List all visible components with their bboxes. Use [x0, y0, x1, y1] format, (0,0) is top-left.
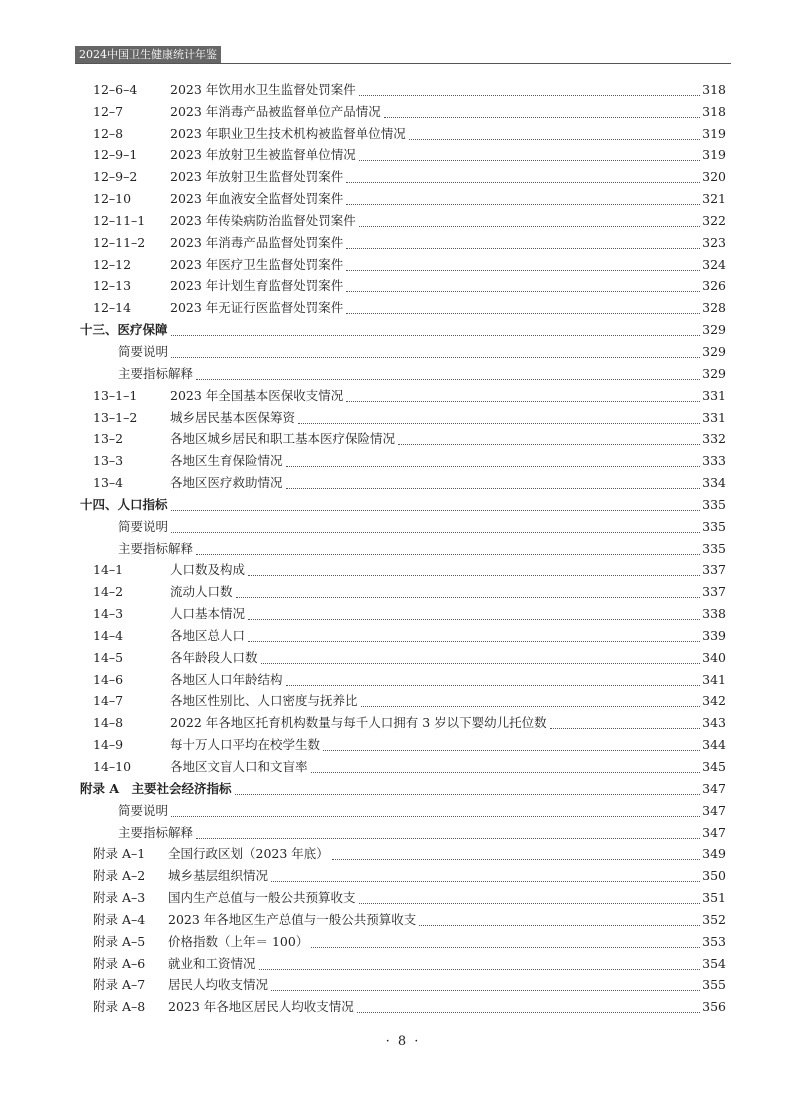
toc-entry-title: 主要指标解释 — [118, 540, 194, 556]
toc-entry-title: 十四、人口指标 — [80, 496, 168, 512]
toc-entry-title: 主要指标解释 — [118, 824, 194, 840]
toc-entry-title: 简要说明 — [118, 518, 169, 534]
toc-entry-page: 354 — [702, 955, 726, 971]
toc-entry-number: 12–12 — [93, 256, 132, 272]
toc-entry-number: 14–1 — [93, 562, 124, 578]
toc-entry-page: 331 — [702, 387, 726, 403]
toc-entry[interactable] — [80, 753, 726, 775]
toc-entry-page: 318 — [702, 81, 726, 97]
toc-entry-number: 14–2 — [93, 584, 124, 600]
toc-section-heading[interactable] — [80, 316, 726, 338]
toc-section-heading[interactable] — [80, 775, 726, 797]
running-title: 2024中国卫生健康统计年鉴 — [75, 46, 221, 64]
toc-entry-page: 337 — [702, 584, 726, 600]
toc-entry-page: 319 — [702, 147, 726, 163]
dot-leader — [346, 269, 700, 271]
page-number: · 8 · — [385, 1034, 421, 1049]
toc-entry-page: 352 — [702, 911, 726, 927]
toc-entry-page: 340 — [702, 649, 726, 665]
dot-leader — [361, 705, 700, 707]
toc-entry-number: 14–5 — [93, 649, 124, 665]
toc-entry-title: 十三、医疗保障 — [80, 322, 168, 338]
dot-leader — [384, 116, 700, 118]
toc-entry-number: 13–1–2 — [93, 409, 138, 425]
toc-entry-title: 城乡基层组织情况 — [168, 868, 269, 884]
toc-section-heading[interactable] — [80, 491, 726, 513]
toc-entry-page: 328 — [702, 300, 726, 316]
toc-entry-title: 2023 年消毒产品监督处罚案件 — [170, 234, 344, 250]
toc-entry-number: 附录 A–8 — [93, 999, 146, 1015]
toc-entry[interactable] — [80, 360, 726, 382]
toc-entry-number: 附录 A–4 — [93, 911, 146, 927]
dot-leader — [346, 181, 700, 183]
header-rule — [75, 63, 731, 64]
toc-entry[interactable] — [80, 338, 726, 360]
toc-entry-title: 2022 年各地区托育机构数量与每千人口拥有 3 岁以下婴幼儿托位数 — [170, 715, 547, 731]
toc-entry-page: 345 — [702, 759, 726, 774]
toc-entry-title: 2023 年各地区生产总值与一般公共预算收支 — [168, 911, 417, 927]
toc-entry[interactable] — [80, 535, 726, 557]
toc-entry-title: 城乡居民基本医保筹资 — [170, 409, 296, 425]
toc-entry-title: 各地区生育保险情况 — [170, 453, 283, 469]
toc-entry-number: 附录 A–7 — [93, 977, 146, 993]
toc-entry-title: 各地区医疗救助情况 — [170, 475, 283, 491]
toc-entry-number: 14–7 — [93, 693, 124, 709]
dot-leader — [311, 771, 700, 773]
toc-entry-page: 326 — [702, 278, 726, 294]
toc-entry-number: 13–3 — [93, 453, 124, 469]
toc-entry-page: 355 — [702, 977, 726, 993]
toc-entry-page: 329 — [702, 343, 726, 359]
toc-entry-title: 各地区性别比、人口密度与抚养比 — [170, 693, 358, 709]
toc-entry-page: 320 — [702, 169, 726, 185]
toc-entry-title: 全国行政区划（2023 年底） — [168, 846, 329, 862]
toc-entry[interactable] — [80, 557, 726, 579]
dot-leader — [323, 749, 700, 751]
toc-entry[interactable] — [80, 972, 726, 994]
toc-entry-title: 2023 年职业卫生技术机构被监督单位情况 — [170, 125, 406, 141]
dot-leader — [171, 356, 700, 358]
toc-entry-title: 简要说明 — [118, 802, 169, 818]
toc-entry-title: 各地区人口年龄结构 — [170, 671, 283, 687]
dot-leader — [311, 946, 700, 948]
toc-entry[interactable] — [80, 76, 726, 98]
dot-leader — [196, 378, 700, 380]
toc-entry-page: 351 — [702, 890, 726, 906]
toc-entry-page: 332 — [702, 431, 726, 447]
dot-leader — [171, 509, 700, 511]
toc-entry-page: 331 — [702, 409, 726, 425]
toc-entry-number: 附录 A–3 — [93, 890, 146, 906]
toc-entry-number: 附录 A–6 — [93, 955, 146, 971]
dot-leader — [196, 553, 700, 555]
dot-leader — [550, 727, 700, 729]
toc-entry-title: 2023 年各地区居民人均收支情况 — [168, 999, 354, 1015]
toc-entry-number: 12–7 — [93, 103, 124, 119]
toc-entry-page: 344 — [702, 737, 726, 753]
toc-entry-title: 2023 年消毒产品被监督单位产品情况 — [170, 103, 381, 119]
dot-leader — [248, 574, 700, 576]
dot-leader — [359, 902, 700, 904]
toc-entry-title: 2023 年血液安全监督处罚案件 — [170, 191, 344, 207]
toc-entry-number: 13–1–1 — [93, 387, 138, 403]
toc-entry[interactable] — [80, 731, 726, 753]
toc-entry-title: 各年龄段人口数 — [170, 649, 258, 665]
toc-entry-number: 12–9–1 — [93, 147, 138, 163]
toc-entry-page: 333 — [702, 453, 726, 469]
dot-leader — [419, 924, 700, 926]
toc-entry-page: 324 — [702, 256, 726, 272]
toc-entry[interactable] — [80, 884, 726, 906]
toc-entry[interactable] — [80, 819, 726, 841]
dot-leader — [359, 225, 700, 227]
dot-leader — [346, 290, 700, 292]
dot-leader — [196, 837, 700, 839]
toc-entry-number: 附录 A–5 — [93, 933, 146, 949]
dot-leader — [346, 312, 700, 314]
toc-entry-number: 13–2 — [93, 431, 124, 447]
toc-entry[interactable] — [80, 163, 726, 185]
toc-entry-page: 347 — [702, 780, 726, 796]
toc-entry-title: 就业和工资情况 — [168, 955, 256, 971]
dot-leader — [248, 618, 700, 620]
toc-entry-number: 12–9–2 — [93, 169, 138, 185]
dot-leader — [357, 1011, 700, 1013]
toc-entry-page: 337 — [702, 562, 726, 578]
toc-entry[interactable] — [80, 862, 726, 884]
toc-entry-page: 350 — [702, 868, 726, 884]
toc-entry[interactable] — [80, 644, 726, 666]
toc-entry-page: 341 — [702, 671, 726, 687]
toc-entry-title: 2023 年放射卫生被监督单位情况 — [170, 147, 356, 163]
toc-entry-title: 2023 年传染病防治监督处罚案件 — [170, 212, 356, 228]
toc-entry-page: 319 — [702, 125, 726, 141]
toc-entry[interactable] — [80, 120, 726, 142]
dot-leader — [286, 684, 700, 686]
toc-entry-page: 347 — [702, 802, 726, 818]
toc-entry-page: 343 — [702, 715, 726, 731]
toc-entry-number: 附录 A–1 — [93, 846, 146, 862]
toc-entry-number: 14–4 — [93, 627, 124, 643]
toc-entry[interactable] — [80, 404, 726, 426]
dot-leader — [236, 596, 700, 598]
toc-entry[interactable] — [80, 447, 726, 469]
toc-entry[interactable] — [80, 928, 726, 950]
toc-entry-title: 流动人口数 — [170, 584, 233, 600]
toc-entry-number: 12–6–4 — [93, 81, 138, 97]
toc-entry-title: 2023 年医疗卫生监督处罚案件 — [170, 256, 344, 272]
toc-entry-title: 2023 年计划生育监督处罚案件 — [170, 278, 344, 294]
dot-leader — [271, 989, 700, 991]
toc-entry[interactable] — [80, 426, 726, 448]
dot-leader — [286, 487, 700, 489]
toc-entry-number: 附录 A–2 — [93, 868, 146, 884]
toc-entry-page: 329 — [702, 365, 726, 381]
toc-entry-page: 342 — [702, 693, 726, 709]
table-of-contents — [80, 76, 726, 1015]
toc-entry[interactable] — [80, 666, 726, 688]
toc-entry[interactable] — [80, 98, 726, 120]
toc-entry-page: 335 — [702, 518, 726, 534]
toc-entry-title: 每十万人口平均在校学生数 — [170, 737, 321, 753]
toc-entry-number: 12–11–1 — [93, 212, 146, 228]
toc-entry-title: 2023 年全国基本医保收支情况 — [170, 387, 344, 403]
toc-entry-number: 12–14 — [93, 300, 132, 316]
toc-entry-number: 12–11–2 — [93, 234, 146, 250]
toc-entry-page: 347 — [702, 824, 726, 840]
dot-leader — [346, 247, 700, 249]
toc-entry[interactable] — [80, 142, 726, 164]
toc-entry-number: 13–4 — [93, 475, 124, 491]
toc-entry-page: 322 — [702, 212, 726, 228]
toc-entry[interactable] — [80, 229, 726, 251]
toc-entry-number: 12–13 — [93, 278, 132, 294]
toc-entry[interactable] — [80, 688, 726, 710]
dot-leader — [261, 662, 700, 664]
dot-leader — [359, 159, 700, 161]
toc-entry-number: 14–10 — [93, 759, 132, 774]
toc-entry[interactable] — [80, 622, 726, 644]
toc-entry-page: 335 — [702, 540, 726, 556]
toc-entry-page: 339 — [702, 627, 726, 643]
dot-leader — [259, 968, 700, 970]
toc-entry-number: 14–8 — [93, 715, 124, 731]
toc-entry[interactable] — [80, 207, 726, 229]
toc-entry-title: 各地区文盲人口和文盲率 — [170, 759, 308, 774]
dot-leader — [171, 334, 700, 336]
dot-leader — [171, 531, 700, 533]
toc-entry-page: 323 — [702, 234, 726, 250]
toc-entry-number: 14–6 — [93, 671, 124, 687]
dot-leader — [171, 815, 700, 817]
toc-entry[interactable] — [80, 251, 726, 273]
toc-entry-number: 12–10 — [93, 191, 132, 207]
toc-entry[interactable] — [80, 841, 726, 863]
toc-entry[interactable] — [80, 185, 726, 207]
toc-entry[interactable] — [80, 600, 726, 622]
dot-leader — [346, 400, 700, 402]
dot-leader — [298, 422, 700, 424]
dot-leader — [346, 203, 700, 205]
toc-entry[interactable] — [80, 469, 726, 491]
toc-entry-page: 353 — [702, 933, 726, 949]
dot-leader — [398, 443, 700, 445]
toc-entry-page: 349 — [702, 846, 726, 862]
toc-entry-title: 各地区城乡居民和职工基本医疗保险情况 — [170, 431, 396, 447]
toc-entry[interactable] — [80, 578, 726, 600]
toc-entry[interactable] — [80, 797, 726, 819]
toc-entry-title: 2023 年无证行医监督处罚案件 — [170, 300, 344, 316]
dot-leader — [235, 793, 700, 795]
toc-entry[interactable] — [80, 294, 726, 316]
toc-entry-page: 356 — [702, 999, 726, 1015]
toc-entry-title: 人口基本情况 — [170, 606, 246, 622]
toc-entry-page: 318 — [702, 103, 726, 119]
dot-leader — [248, 640, 700, 642]
toc-entry-page: 335 — [702, 496, 726, 512]
toc-entry-page: 334 — [702, 475, 726, 491]
toc-entry-title: 各地区总人口 — [170, 627, 246, 643]
dot-leader — [271, 880, 700, 882]
toc-entry-title: 居民人均收支情况 — [168, 977, 269, 993]
toc-entry-number: 14–9 — [93, 737, 124, 753]
toc-entry[interactable] — [80, 382, 726, 404]
toc-entry-title: 国内生产总值与一般公共预算收支 — [168, 890, 356, 906]
dot-leader — [359, 94, 700, 96]
toc-entry[interactable] — [80, 709, 726, 731]
toc-entry[interactable] — [80, 273, 726, 295]
toc-entry-title: 价格指数（上年＝ 100） — [168, 933, 309, 949]
toc-entry-title: 人口数及构成 — [170, 562, 246, 578]
toc-entry-number: 12–8 — [93, 125, 124, 141]
toc-entry-title: 附录 A 主要社会经济指标 — [80, 780, 232, 796]
toc-entry-title: 2023 年饮用水卫生监督处罚案件 — [170, 81, 356, 97]
toc-entry-title: 主要指标解释 — [118, 365, 194, 381]
toc-entry-page: 338 — [702, 606, 726, 622]
toc-entry-page: 321 — [702, 191, 726, 207]
toc-entry[interactable] — [80, 906, 726, 928]
toc-entry-number: 14–3 — [93, 606, 124, 622]
toc-entry[interactable] — [80, 950, 726, 972]
running-header — [75, 46, 731, 64]
toc-entry-title: 简要说明 — [118, 343, 169, 359]
toc-entry-page: 329 — [702, 322, 726, 338]
dot-leader — [409, 138, 700, 140]
dot-leader — [286, 465, 700, 467]
dot-leader — [332, 858, 700, 860]
toc-entry-title: 2023 年放射卫生监督处罚案件 — [170, 169, 344, 185]
toc-entry[interactable] — [80, 993, 726, 1015]
toc-entry[interactable] — [80, 513, 726, 535]
